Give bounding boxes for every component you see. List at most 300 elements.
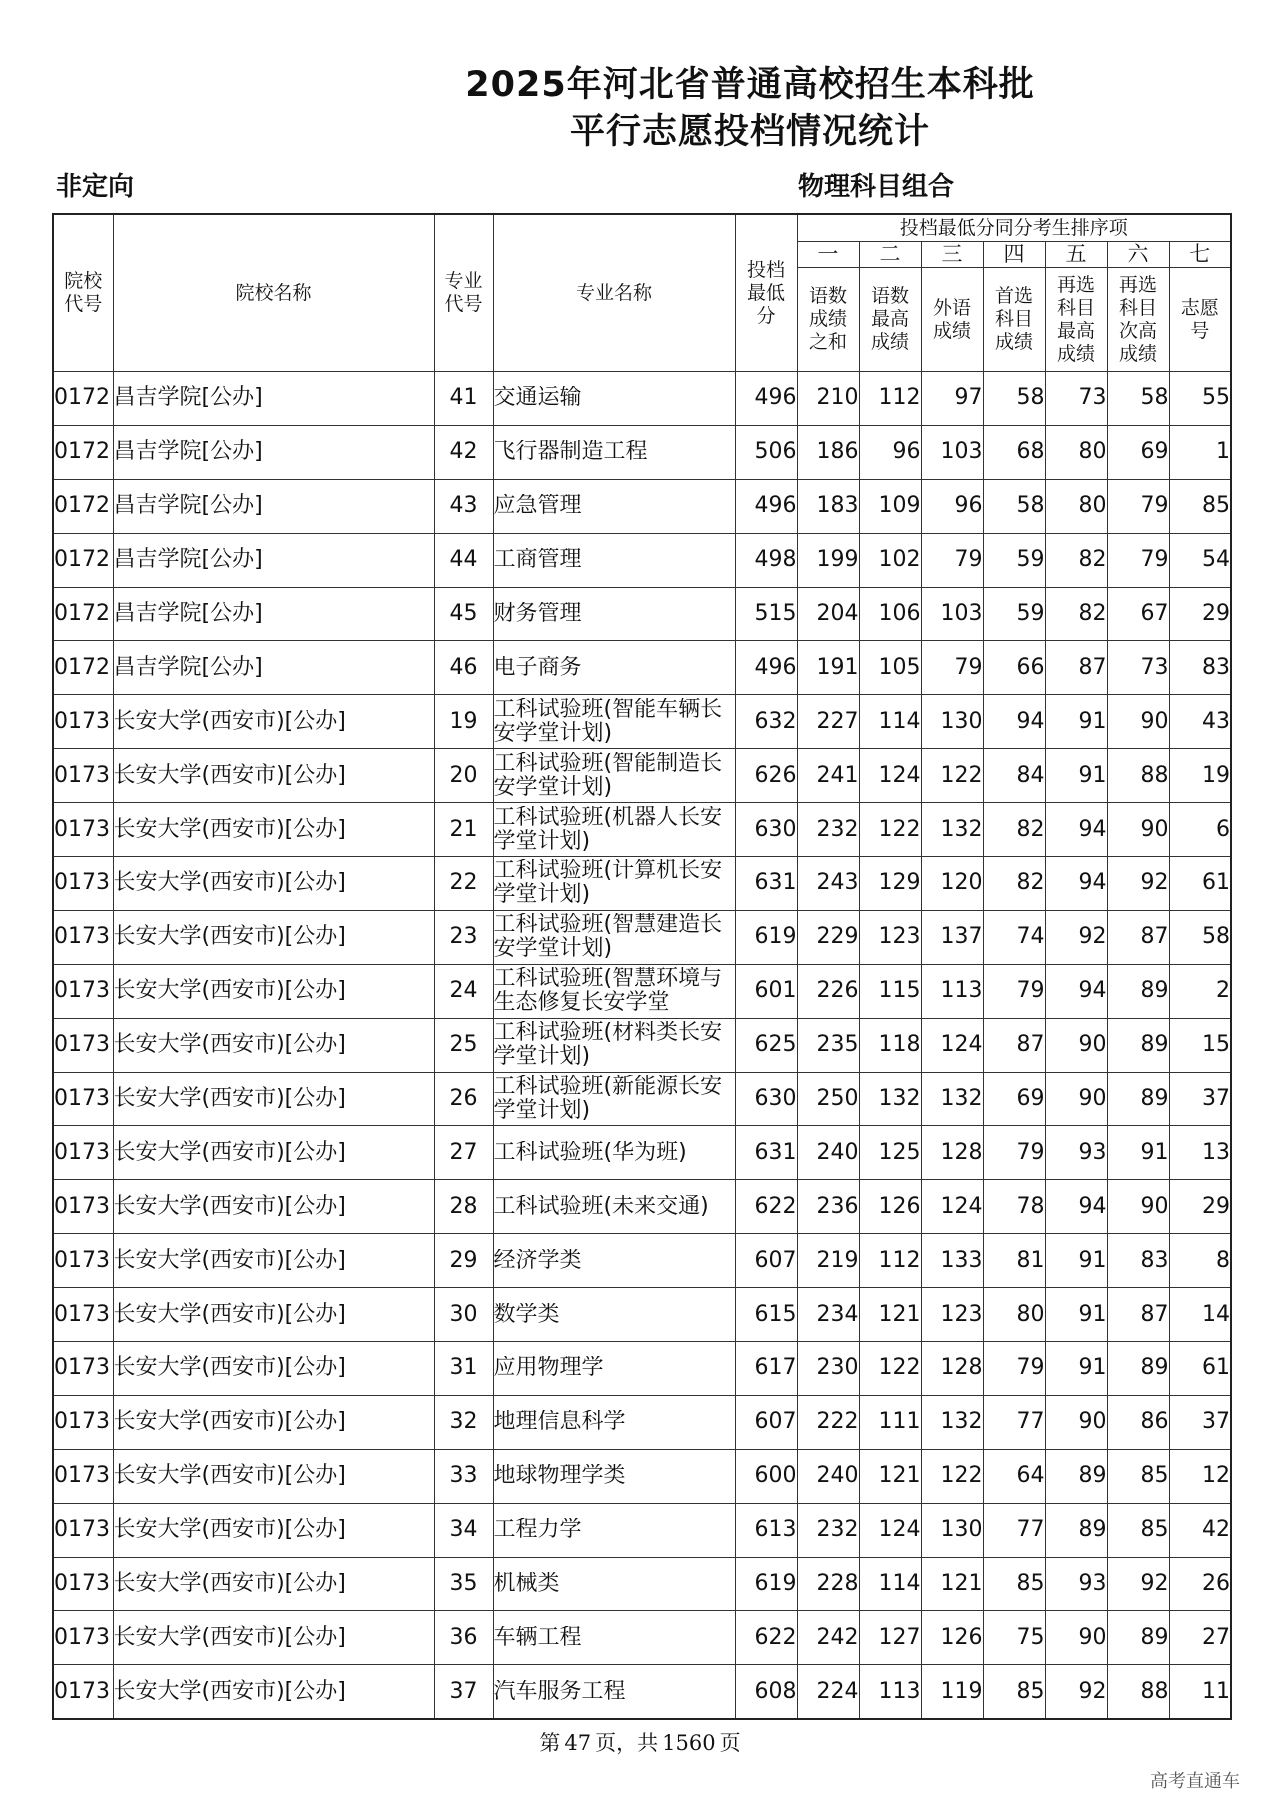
tie-item-6-cell: 92 — [1107, 857, 1169, 911]
tie-item-6-cell: 87 — [1107, 910, 1169, 964]
tie-item-3-cell: 96 — [921, 479, 983, 533]
tie-item-4-cell: 58 — [983, 372, 1045, 426]
tie-item-7-cell: 26 — [1169, 1557, 1231, 1611]
tie-item-1-cell: 229 — [797, 910, 859, 964]
tie-item-4-cell: 75 — [983, 1611, 1045, 1665]
major-code-cell: 26 — [434, 1072, 493, 1126]
document-title-line1: 2025年河北省普通高校招生本科批 — [465, 65, 1035, 105]
tie-item-6-cell: 69 — [1107, 425, 1169, 479]
table-body — [53, 372, 1231, 1719]
tie-item-5-cell: 93 — [1045, 1557, 1107, 1611]
tie-item-1-cell: 250 — [797, 1072, 859, 1126]
major-code-cell: 37 — [434, 1665, 493, 1719]
min-score-cell: 630 — [735, 1072, 797, 1126]
tie-item-2-cell: 124 — [859, 749, 921, 803]
tie-item-1-cell: 236 — [797, 1180, 859, 1234]
tie-item-3-cell: 126 — [921, 1611, 983, 1665]
tie-item-3-cell: 132 — [921, 1072, 983, 1126]
footer-suffix: 页 — [719, 1731, 741, 1755]
min-score-cell: 626 — [735, 749, 797, 803]
min-score-cell: 498 — [735, 533, 797, 587]
tie-item-2-cell: 111 — [859, 1395, 921, 1449]
school-code-cell: 0173 — [53, 1503, 113, 1557]
tie-item-3-cell: 130 — [921, 695, 983, 749]
school-code-cell: 0173 — [53, 1072, 113, 1126]
tie-item-6-cell: 88 — [1107, 1665, 1169, 1719]
school-code-cell: 0173 — [53, 1665, 113, 1719]
tie-item-2-cell: 123 — [859, 910, 921, 964]
table-row — [53, 1180, 1231, 1234]
major-name-cell: 工科试验班(智能车辆长安学堂计划) — [493, 695, 735, 749]
tie-item-7-cell: 27 — [1169, 1611, 1231, 1665]
table-row — [53, 1611, 1231, 1665]
tie-item-5-cell: 91 — [1045, 749, 1107, 803]
tie-item-6-cell: 73 — [1107, 641, 1169, 695]
tie-item-1-cell: 242 — [797, 1611, 859, 1665]
major-code-cell: 31 — [434, 1342, 493, 1396]
tie-item-6-cell: 67 — [1107, 587, 1169, 641]
tie-item-3-cell: 122 — [921, 749, 983, 803]
footer-prefix: 第 — [539, 1731, 561, 1755]
major-code-cell: 19 — [434, 695, 493, 749]
tie-item-1-cell: 243 — [797, 857, 859, 911]
tie-item-6-cell: 92 — [1107, 1557, 1169, 1611]
tie-item-2-cell: 118 — [859, 1018, 921, 1072]
tie-item-5-cell: 90 — [1045, 1018, 1107, 1072]
major-name-cell: 工科试验班(华为班) — [493, 1126, 735, 1180]
tie-item-4-cell: 59 — [983, 533, 1045, 587]
tie-item-4-cell: 81 — [983, 1234, 1045, 1288]
table-row — [53, 587, 1231, 641]
major-name-cell: 交通运输 — [493, 372, 735, 426]
tie-item-3-cell: 103 — [921, 425, 983, 479]
tie-item-3-cell: 123 — [921, 1288, 983, 1342]
tie-item-2-cell: 124 — [859, 1503, 921, 1557]
table-row — [53, 1557, 1231, 1611]
school-name-cell: 长安大学(西安市)[公办] — [113, 695, 434, 749]
tie-item-6-cell: 91 — [1107, 1126, 1169, 1180]
tie-item-5-cell: 80 — [1045, 425, 1107, 479]
table-row — [53, 372, 1231, 426]
header-school-code: 院校代号 — [53, 214, 113, 372]
school-name-cell: 长安大学(西安市)[公办] — [113, 964, 434, 1018]
tie-item-7-cell: 61 — [1169, 857, 1231, 911]
school-code-cell: 0173 — [53, 1557, 113, 1611]
header-item-2: 语数最高成绩 — [859, 268, 921, 372]
tie-item-3-cell: 120 — [921, 857, 983, 911]
major-name-cell: 工科试验班(未来交通) — [493, 1180, 735, 1234]
tie-item-1-cell: 240 — [797, 1126, 859, 1180]
tie-item-6-cell: 90 — [1107, 695, 1169, 749]
min-score-cell: 632 — [735, 695, 797, 749]
tie-item-5-cell: 90 — [1045, 1395, 1107, 1449]
tie-item-1-cell: 224 — [797, 1665, 859, 1719]
tie-item-7-cell: 58 — [1169, 910, 1231, 964]
major-code-cell: 23 — [434, 910, 493, 964]
header-tie-break-group: 投档最低分同分考生排序项 — [797, 214, 1231, 242]
school-name-cell: 长安大学(西安市)[公办] — [113, 1503, 434, 1557]
major-code-cell: 25 — [434, 1018, 493, 1072]
tie-item-6-cell: 89 — [1107, 1611, 1169, 1665]
tie-item-3-cell: 124 — [921, 1018, 983, 1072]
major-name-cell: 工科试验班(智能制造长安学堂计划) — [493, 749, 735, 803]
school-code-cell: 0173 — [53, 749, 113, 803]
tie-item-5-cell: 89 — [1045, 1503, 1107, 1557]
major-name-cell: 车辆工程 — [493, 1611, 735, 1665]
tie-item-5-cell: 80 — [1045, 479, 1107, 533]
major-code-cell: 27 — [434, 1126, 493, 1180]
tie-item-1-cell: 232 — [797, 1503, 859, 1557]
school-code-cell: 0173 — [53, 803, 113, 857]
header-order-1: 一 — [797, 242, 859, 268]
major-code-cell: 21 — [434, 803, 493, 857]
tie-item-6-cell: 58 — [1107, 372, 1169, 426]
admission-table — [52, 213, 1232, 1720]
table-row — [53, 695, 1231, 749]
table-row — [53, 1072, 1231, 1126]
school-code-cell: 0172 — [53, 587, 113, 641]
header-item-7: 志愿号 — [1169, 268, 1231, 372]
school-code-cell: 0173 — [53, 695, 113, 749]
category-label: 非定向 — [56, 172, 135, 202]
tie-item-1-cell: 222 — [797, 1395, 859, 1449]
school-code-cell: 0173 — [53, 910, 113, 964]
header-order-2: 二 — [859, 242, 921, 268]
major-name-cell: 飞行器制造工程 — [493, 425, 735, 479]
tie-item-5-cell: 91 — [1045, 695, 1107, 749]
tie-item-6-cell: 89 — [1107, 964, 1169, 1018]
table-row — [53, 1234, 1231, 1288]
min-score-cell: 631 — [735, 1126, 797, 1180]
tie-item-5-cell: 90 — [1045, 1072, 1107, 1126]
tie-item-7-cell: 2 — [1169, 964, 1231, 1018]
major-code-cell: 20 — [434, 749, 493, 803]
tie-item-4-cell: 85 — [983, 1557, 1045, 1611]
header-order-6: 六 — [1107, 242, 1169, 268]
tie-item-7-cell: 19 — [1169, 749, 1231, 803]
tie-item-2-cell: 112 — [859, 372, 921, 426]
tie-item-2-cell: 105 — [859, 641, 921, 695]
tie-item-4-cell: 94 — [983, 695, 1045, 749]
school-name-cell: 长安大学(西安市)[公办] — [113, 803, 434, 857]
tie-item-1-cell: 210 — [797, 372, 859, 426]
tie-item-5-cell: 91 — [1045, 1288, 1107, 1342]
min-score-cell: 631 — [735, 857, 797, 911]
tie-item-4-cell: 78 — [983, 1180, 1045, 1234]
tie-item-4-cell: 84 — [983, 749, 1045, 803]
tie-item-1-cell: 241 — [797, 749, 859, 803]
tie-item-1-cell: 199 — [797, 533, 859, 587]
min-score-cell: 613 — [735, 1503, 797, 1557]
tie-item-4-cell: 79 — [983, 1342, 1045, 1396]
tie-item-7-cell: 37 — [1169, 1072, 1231, 1126]
major-name-cell: 经济学类 — [493, 1234, 735, 1288]
school-name-cell: 长安大学(西安市)[公办] — [113, 1180, 434, 1234]
table-row — [53, 479, 1231, 533]
tie-item-3-cell: 132 — [921, 1395, 983, 1449]
table-row — [53, 1288, 1231, 1342]
school-code-cell: 0173 — [53, 1288, 113, 1342]
min-score-cell: 506 — [735, 425, 797, 479]
school-name-cell: 昌吉学院[公办] — [113, 479, 434, 533]
document-title-line2: 平行志愿投档情况统计 — [569, 112, 930, 152]
tie-item-6-cell: 79 — [1107, 533, 1169, 587]
school-name-cell: 长安大学(西安市)[公办] — [113, 1611, 434, 1665]
major-name-cell: 地理信息科学 — [493, 1395, 735, 1449]
min-score-cell: 630 — [735, 803, 797, 857]
tie-item-3-cell: 137 — [921, 910, 983, 964]
tie-item-7-cell: 1 — [1169, 425, 1231, 479]
school-name-cell: 长安大学(西安市)[公办] — [113, 1072, 434, 1126]
tie-item-4-cell: 80 — [983, 1288, 1045, 1342]
tie-item-5-cell: 94 — [1045, 964, 1107, 1018]
tie-item-2-cell: 115 — [859, 964, 921, 1018]
min-score-cell: 515 — [735, 587, 797, 641]
tie-item-1-cell: 235 — [797, 1018, 859, 1072]
tie-item-1-cell: 234 — [797, 1288, 859, 1342]
min-score-cell: 622 — [735, 1180, 797, 1234]
tie-item-1-cell: 232 — [797, 803, 859, 857]
school-code-cell: 0172 — [53, 372, 113, 426]
school-name-cell: 长安大学(西安市)[公办] — [113, 749, 434, 803]
school-name-cell: 昌吉学院[公办] — [113, 425, 434, 479]
watermark-text: 高考直通车 — [1150, 1771, 1240, 1792]
min-score-cell: 607 — [735, 1234, 797, 1288]
tie-item-4-cell: 79 — [983, 1126, 1045, 1180]
tie-item-6-cell: 79 — [1107, 479, 1169, 533]
major-code-cell: 24 — [434, 964, 493, 1018]
major-name-cell: 工科试验班(计算机长安学堂计划) — [493, 857, 735, 911]
tie-item-6-cell: 89 — [1107, 1342, 1169, 1396]
tie-item-1-cell: 219 — [797, 1234, 859, 1288]
tie-item-6-cell: 83 — [1107, 1234, 1169, 1288]
table-row — [53, 1126, 1231, 1180]
min-score-cell: 600 — [735, 1449, 797, 1503]
tie-item-1-cell: 240 — [797, 1449, 859, 1503]
footer-mid: 页，共 — [595, 1731, 659, 1755]
school-code-cell: 0173 — [53, 1449, 113, 1503]
header-order-4: 四 — [983, 242, 1045, 268]
major-name-cell: 电子商务 — [493, 641, 735, 695]
tie-item-3-cell: 79 — [921, 533, 983, 587]
min-score-cell: 625 — [735, 1018, 797, 1072]
table-row — [53, 1342, 1231, 1396]
tie-item-2-cell: 121 — [859, 1449, 921, 1503]
school-name-cell: 长安大学(西安市)[公办] — [113, 910, 434, 964]
table-row — [53, 803, 1231, 857]
school-code-cell: 0172 — [53, 533, 113, 587]
school-code-cell: 0173 — [53, 1180, 113, 1234]
major-name-cell: 工商管理 — [493, 533, 735, 587]
school-name-cell: 长安大学(西安市)[公办] — [113, 1018, 434, 1072]
min-score-cell: 622 — [735, 1611, 797, 1665]
school-name-cell: 长安大学(西安市)[公办] — [113, 857, 434, 911]
tie-item-3-cell: 128 — [921, 1126, 983, 1180]
school-code-cell: 0172 — [53, 641, 113, 695]
table-row — [53, 1665, 1231, 1719]
major-code-cell: 42 — [434, 425, 493, 479]
school-name-cell: 昌吉学院[公办] — [113, 533, 434, 587]
tie-item-4-cell: 58 — [983, 479, 1045, 533]
tie-item-5-cell: 94 — [1045, 803, 1107, 857]
tie-item-1-cell: 186 — [797, 425, 859, 479]
major-code-cell: 44 — [434, 533, 493, 587]
tie-item-2-cell: 114 — [859, 695, 921, 749]
school-code-cell: 0173 — [53, 1342, 113, 1396]
major-code-cell: 30 — [434, 1288, 493, 1342]
tie-item-2-cell: 102 — [859, 533, 921, 587]
major-name-cell: 财务管理 — [493, 587, 735, 641]
school-code-cell: 0173 — [53, 1611, 113, 1665]
school-code-cell: 0173 — [53, 1018, 113, 1072]
footer-total-pages: 1560 — [662, 1731, 716, 1755]
major-name-cell: 机械类 — [493, 1557, 735, 1611]
major-code-cell: 41 — [434, 372, 493, 426]
tie-item-5-cell: 91 — [1045, 1234, 1107, 1288]
major-name-cell: 汽车服务工程 — [493, 1665, 735, 1719]
major-code-cell: 32 — [434, 1395, 493, 1449]
major-name-cell: 工科试验班(智慧环境与生态修复长安学堂 — [493, 964, 735, 1018]
school-code-cell: 0172 — [53, 425, 113, 479]
tie-item-4-cell: 59 — [983, 587, 1045, 641]
tie-item-1-cell: 230 — [797, 1342, 859, 1396]
major-code-cell: 22 — [434, 857, 493, 911]
tie-item-1-cell: 204 — [797, 587, 859, 641]
tie-item-5-cell: 94 — [1045, 857, 1107, 911]
min-score-cell: 607 — [735, 1395, 797, 1449]
school-name-cell: 昌吉学院[公办] — [113, 641, 434, 695]
school-code-cell: 0173 — [53, 964, 113, 1018]
table-row — [53, 533, 1231, 587]
school-name-cell: 长安大学(西安市)[公办] — [113, 1126, 434, 1180]
tie-item-7-cell: 29 — [1169, 587, 1231, 641]
tie-item-5-cell: 94 — [1045, 1180, 1107, 1234]
school-name-cell: 长安大学(西安市)[公办] — [113, 1665, 434, 1719]
header-item-3: 外语成绩 — [921, 268, 983, 372]
tie-item-4-cell: 87 — [983, 1018, 1045, 1072]
tie-item-5-cell: 90 — [1045, 1611, 1107, 1665]
tie-item-6-cell: 85 — [1107, 1503, 1169, 1557]
min-score-cell: 601 — [735, 964, 797, 1018]
header-order-5: 五 — [1045, 242, 1107, 268]
tie-item-7-cell: 37 — [1169, 1395, 1231, 1449]
major-name-cell: 工科试验班(新能源长安学堂计划) — [493, 1072, 735, 1126]
tie-item-7-cell: 11 — [1169, 1665, 1231, 1719]
tie-item-2-cell: 127 — [859, 1611, 921, 1665]
tie-item-4-cell: 85 — [983, 1665, 1045, 1719]
major-code-cell: 46 — [434, 641, 493, 695]
tie-item-3-cell: 122 — [921, 1449, 983, 1503]
tie-item-7-cell: 42 — [1169, 1503, 1231, 1557]
table-row — [53, 641, 1231, 695]
header-order-7: 七 — [1169, 242, 1231, 268]
tie-item-7-cell: 61 — [1169, 1342, 1231, 1396]
tie-item-4-cell: 82 — [983, 857, 1045, 911]
tie-item-3-cell: 133 — [921, 1234, 983, 1288]
school-name-cell: 昌吉学院[公办] — [113, 587, 434, 641]
tie-item-2-cell: 109 — [859, 479, 921, 533]
tie-item-7-cell: 13 — [1169, 1126, 1231, 1180]
major-code-cell: 29 — [434, 1234, 493, 1288]
tie-item-7-cell: 29 — [1169, 1180, 1231, 1234]
tie-item-4-cell: 66 — [983, 641, 1045, 695]
min-score-cell: 496 — [735, 372, 797, 426]
min-score-cell: 619 — [735, 910, 797, 964]
tie-item-3-cell: 113 — [921, 964, 983, 1018]
page-footer — [0, 1727, 1280, 1757]
subject-combination-label: 物理科目组合 — [798, 172, 955, 202]
header-item-1: 语数成绩之和 — [797, 268, 859, 372]
table-row — [53, 964, 1231, 1018]
tie-item-1-cell: 228 — [797, 1557, 859, 1611]
table-row — [53, 425, 1231, 479]
tie-item-2-cell: 112 — [859, 1234, 921, 1288]
tie-item-6-cell: 87 — [1107, 1288, 1169, 1342]
tie-item-5-cell: 82 — [1045, 533, 1107, 587]
major-code-cell: 28 — [434, 1180, 493, 1234]
tie-item-5-cell: 89 — [1045, 1449, 1107, 1503]
header-min-score: 投档最低分 — [735, 214, 797, 372]
tie-item-2-cell: 129 — [859, 857, 921, 911]
tie-item-6-cell: 89 — [1107, 1072, 1169, 1126]
table-header — [53, 214, 1231, 372]
major-name-cell: 应用物理学 — [493, 1342, 735, 1396]
table-row — [53, 1395, 1231, 1449]
tie-item-2-cell: 132 — [859, 1072, 921, 1126]
footer-page-number: 47 — [564, 1731, 592, 1755]
major-name-cell: 数学类 — [493, 1288, 735, 1342]
tie-item-2-cell: 114 — [859, 1557, 921, 1611]
tie-item-7-cell: 12 — [1169, 1449, 1231, 1503]
tie-item-3-cell: 79 — [921, 641, 983, 695]
major-code-cell: 33 — [434, 1449, 493, 1503]
tie-item-2-cell: 106 — [859, 587, 921, 641]
tie-item-5-cell: 82 — [1045, 587, 1107, 641]
tie-item-4-cell: 74 — [983, 910, 1045, 964]
school-code-cell: 0173 — [53, 1234, 113, 1288]
tie-item-4-cell: 79 — [983, 964, 1045, 1018]
major-name-cell: 地球物理学类 — [493, 1449, 735, 1503]
tie-item-1-cell: 183 — [797, 479, 859, 533]
header-school-name: 院校名称 — [113, 214, 434, 372]
major-code-cell: 45 — [434, 587, 493, 641]
tie-item-5-cell: 73 — [1045, 372, 1107, 426]
tie-item-6-cell: 90 — [1107, 1180, 1169, 1234]
major-name-cell: 工科试验班(材料类长安学堂计划) — [493, 1018, 735, 1072]
tie-item-3-cell: 103 — [921, 587, 983, 641]
min-score-cell: 619 — [735, 1557, 797, 1611]
school-name-cell: 长安大学(西安市)[公办] — [113, 1449, 434, 1503]
major-code-cell: 34 — [434, 1503, 493, 1557]
major-name-cell: 工科试验班(智慧建造长安学堂计划) — [493, 910, 735, 964]
header-order-3: 三 — [921, 242, 983, 268]
school-code-cell: 0172 — [53, 479, 113, 533]
school-code-cell: 0173 — [53, 1395, 113, 1449]
tie-item-5-cell: 93 — [1045, 1126, 1107, 1180]
major-name-cell: 工科试验班(机器人长安学堂计划) — [493, 803, 735, 857]
tie-item-2-cell: 113 — [859, 1665, 921, 1719]
tie-item-5-cell: 92 — [1045, 1665, 1107, 1719]
header-major-code: 专业代号 — [434, 214, 493, 372]
tie-item-7-cell: 54 — [1169, 533, 1231, 587]
tie-item-6-cell: 88 — [1107, 749, 1169, 803]
school-name-cell: 长安大学(西安市)[公办] — [113, 1395, 434, 1449]
major-name-cell: 工程力学 — [493, 1503, 735, 1557]
table-row — [53, 1449, 1231, 1503]
major-name-cell: 应急管理 — [493, 479, 735, 533]
min-score-cell: 617 — [735, 1342, 797, 1396]
header-major-name: 专业名称 — [493, 214, 735, 372]
